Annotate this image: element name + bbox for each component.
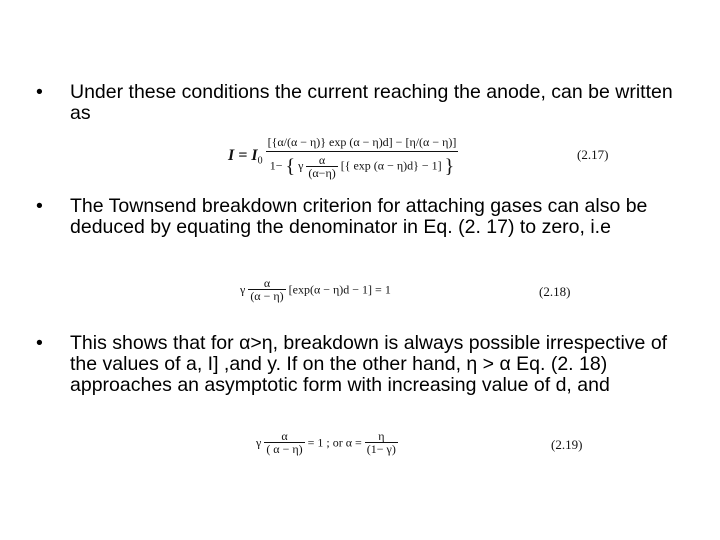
equation-2-18 xyxy=(240,277,391,302)
bullet-text: The Townsend breakdown criterion for attaching gases can also be deduced by equating the denominator in Eq. (2. 17) to zero, i.e xyxy=(70,195,648,238)
eq218-fraction xyxy=(248,277,285,302)
eq217-inner-bracket: [{ exp (α − η)d} − 1] xyxy=(340,158,442,173)
eq217-lhs: I = I xyxy=(228,147,258,165)
eq219-numerator-1: α xyxy=(264,430,304,443)
equation-number-2-18: (2.18) xyxy=(539,284,571,299)
eq219-fraction-2 xyxy=(365,430,398,455)
eq219-denominator-2: (1− γ) xyxy=(366,442,396,456)
eq217-inner-fraction xyxy=(306,154,337,179)
eq217-fraction xyxy=(266,136,459,179)
eq217-inner-denominator: (α−η) xyxy=(308,166,336,180)
bullet-text: This shows that for α>η, breakdown is always possible irrespective of the values of a, I] ,and y. If on the other hand, η > α Eq. (2. 18) approaches an asymptotic form with increasing value of d, and xyxy=(70,332,668,396)
bullet-marker: • xyxy=(36,81,43,103)
eq217-denominator: 1− { γ $\frac{\alpha}{(\alpha-\eta)}$ [{ exp (α − η)d} − 1] } xyxy=(269,153,455,180)
eq218-numerator: α xyxy=(248,277,285,290)
bullet-text: Under these conditions the current reaching the anode, can be written as xyxy=(70,81,673,124)
eq218-rest: [exp(α − η)d − 1] = 1 xyxy=(288,282,391,297)
bullet-1 xyxy=(36,82,686,124)
equation-number-2-19: (2.19) xyxy=(551,437,583,452)
eq217-den-prefix: 1− xyxy=(269,158,283,173)
bullet-3 xyxy=(36,333,686,396)
eq217-inner-numerator: α xyxy=(306,154,337,167)
eq219-middle: = 1 ; or α = xyxy=(307,435,362,450)
eq219-gamma: γ xyxy=(256,435,262,450)
equation-2-17 xyxy=(228,136,458,179)
equation-number-2-17: (2.17) xyxy=(577,147,609,162)
bullet-marker: • xyxy=(36,195,43,217)
eq219-denominator-1: ( α − η) xyxy=(266,442,303,456)
bullet-2 xyxy=(36,196,686,238)
eq217-numerator: [{α/(α − η)} exp (α − η)d] − [η/(α − η)] xyxy=(266,136,459,152)
eq218-gamma: γ xyxy=(240,282,246,297)
eq218-denominator: (α − η) xyxy=(250,289,284,303)
equation-2-19 xyxy=(256,430,398,455)
eq217-lhs-subscript: 0 xyxy=(257,155,263,167)
eq217-gamma: γ xyxy=(298,158,304,173)
eq219-fraction-1 xyxy=(264,430,304,455)
eq219-numerator-2: η xyxy=(365,430,398,443)
bullet-marker: • xyxy=(36,332,43,354)
